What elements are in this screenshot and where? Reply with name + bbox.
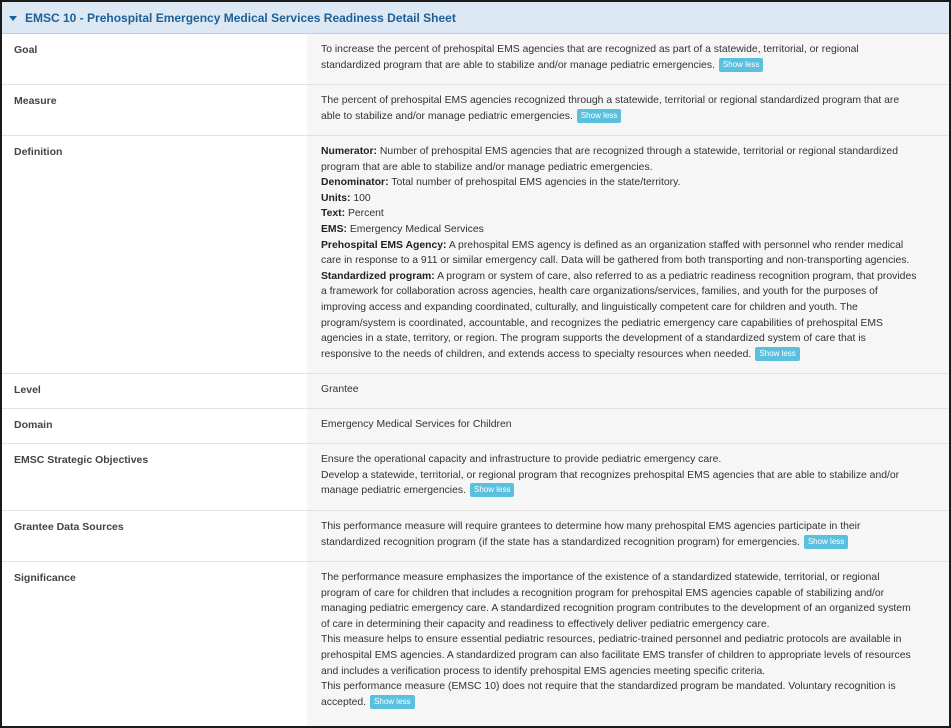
row-value-measure xyxy=(307,85,949,135)
row-label-significance: Significance xyxy=(14,572,76,584)
level-value: Grantee xyxy=(321,384,359,395)
row-label-domain: Domain xyxy=(14,419,53,431)
show-less-button[interactable]: Show less xyxy=(577,109,621,123)
text-type-text: Percent xyxy=(347,208,384,220)
row-value-strategic-objectives xyxy=(307,444,949,510)
text-line: a framework for collaboration across agencies, health care organizations/services, families, and youth for the purposes of xyxy=(321,286,878,298)
row-goal xyxy=(2,34,949,85)
show-less-button[interactable]: Show less xyxy=(755,347,799,361)
denominator-line xyxy=(321,175,935,191)
show-less-button[interactable]: Show less xyxy=(470,483,514,497)
text-line: accepted. xyxy=(321,696,367,708)
row-definition xyxy=(2,136,949,374)
row-value-definition xyxy=(307,136,949,373)
text-line: improving access and expanding coordinated, culturally, and linguistically competent care for children and youth. The xyxy=(321,301,858,313)
agency-term: Prehospital EMS Agency: xyxy=(321,239,447,251)
panel-title: EMSC 10 - Prehospital Emergency Medical Services Readiness Detail Sheet xyxy=(25,10,456,25)
text-line: Ensure the operational capacity and infrastructure to provide pediatric emergency care. xyxy=(321,454,722,465)
text-line: able to stabilize and/or manage pediatric emergencies. xyxy=(321,110,573,122)
row-value-grantee-data-sources xyxy=(307,511,949,561)
row-value-domain xyxy=(307,409,949,443)
text-line: prehospital EMS agencies. A standardized program can also facilitate EMS transfer of children to appropriate levels of resources xyxy=(321,649,911,661)
text-term: Text: xyxy=(321,208,346,220)
panel-header-toggle[interactable] xyxy=(2,2,949,34)
row-label-definition: Definition xyxy=(14,146,63,158)
text-line: agencies in a state, territory, or region. The program supports the development of a standardized system of care that is xyxy=(321,333,866,345)
text-line: To increase the percent of prehospital EMS agencies that are recognized as part of a statewide, territorial, or regional xyxy=(321,44,859,55)
text-line: program/system is coordinated, accountable, and recognizes the pediatric emergency care capabilities of prehospital EMS xyxy=(321,317,883,329)
text-line: care in response to a 911 or similar emergency call. Data will be gathered from both transporting and non-transporting agencies. xyxy=(321,255,910,267)
row-significance xyxy=(2,562,949,728)
show-less-button[interactable]: Show less xyxy=(719,58,763,72)
row-label-strategic-objectives: EMSC Strategic Objectives xyxy=(14,454,149,466)
text-line: standardized program that are able to stabilize and/or manage pediatric emergencies. xyxy=(321,59,715,71)
row-label-grantee-data-sources: Grantee Data Sources xyxy=(14,521,124,533)
denominator-term: Denominator: xyxy=(321,177,389,189)
units-text: 100 xyxy=(353,192,371,204)
text-line: Develop a statewide, territorial, or regional program that recognizes prehospital EMS agencies that are able to stabilize and/or xyxy=(321,469,900,481)
show-less-button[interactable]: Show less xyxy=(370,695,414,709)
text-line: managing pediatric emergency care. A standardized recognition program contributes to the development of an organized system xyxy=(321,603,911,615)
row-strategic-objectives xyxy=(2,444,949,511)
row-measure xyxy=(2,85,949,136)
caret-down-icon[interactable] xyxy=(9,16,17,21)
text-line: The performance measure emphasizes the importance of the existence of a standardized statewide, territorial, or regional xyxy=(321,572,880,583)
ems-term: EMS: xyxy=(321,223,347,235)
text-type-line xyxy=(321,206,935,222)
ems-text: Emergency Medical Services xyxy=(349,223,484,235)
text-line: This performance measure (EMSC 10) does not require that the standardized program be mandated. Voluntary recognition is xyxy=(321,681,896,693)
row-level xyxy=(2,374,949,409)
row-grantee-data-sources xyxy=(2,511,949,562)
row-value-level xyxy=(307,374,949,408)
row-value-significance xyxy=(307,562,949,728)
units-term: Units: xyxy=(321,192,351,204)
row-value-goal xyxy=(307,34,949,84)
numerator-term: Numerator: xyxy=(321,146,378,157)
units-line xyxy=(321,191,935,207)
domain-value: Emergency Medical Services for Children xyxy=(321,419,512,430)
agency-text: A prehospital EMS agency is defined as an organization staffed with personnel who render medical xyxy=(448,239,904,251)
row-domain xyxy=(2,409,949,444)
program-text: A program or system of care, also referred to as a pediatric readiness recognition program, that provides xyxy=(437,270,917,282)
denominator-text: Total number of prehospital EMS agencies in the state/territory. xyxy=(391,177,681,189)
agency-line xyxy=(321,238,935,254)
text-line: program that are able to stabilize and/or manage pediatric emergencies. xyxy=(321,161,653,173)
row-label-level: Level xyxy=(14,384,41,396)
text-line: program of care for children that includes a recognition program for prehospital EMS agencies capable of stabilizing and/or xyxy=(321,587,885,599)
text-line: This measure helps to ensure essential pediatric resources, pediatric-trained personnel and pediatric protocols are available in xyxy=(321,634,902,646)
numerator-text: Number of prehospital EMS agencies that are recognized through a statewide, territorial or regional standardized xyxy=(379,146,898,157)
program-line xyxy=(321,269,935,285)
show-less-button[interactable]: Show less xyxy=(804,535,848,549)
numerator-line xyxy=(321,144,935,160)
ems-line xyxy=(321,222,935,238)
text-line: standardized recognition program (if the state has a standardized recognition program) for emergencies. xyxy=(321,536,800,548)
text-line: and includes a verification process to identify prehospital EMS agencies meeting specific criteria. xyxy=(321,665,766,677)
row-label-measure: Measure xyxy=(14,95,57,107)
text-line: The percent of prehospital EMS agencies recognized through a statewide, territorial or regional standardized program that are xyxy=(321,95,900,106)
text-line: of care in determining their capacity and readiness to effectively deliver pediatric emergency care. xyxy=(321,618,770,630)
text-line: manage pediatric emergencies. xyxy=(321,485,466,497)
text-line: responsive to the needs of children, and extends access to specialty resources when needed. xyxy=(321,348,752,360)
text-line: This performance measure will require grantees to determine how many prehospital EMS agencies participate in their xyxy=(321,521,861,532)
program-term: Standardized program: xyxy=(321,270,435,282)
row-label-goal: Goal xyxy=(14,44,38,56)
